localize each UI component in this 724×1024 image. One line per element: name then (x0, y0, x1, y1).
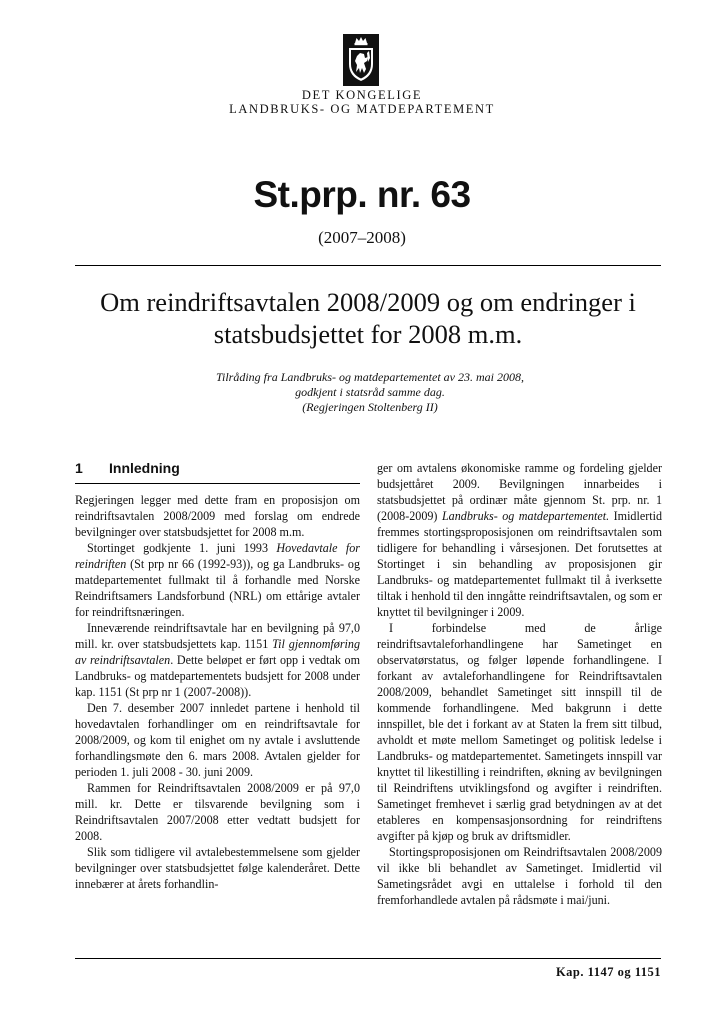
divider-bottom (75, 958, 661, 959)
paragraph: Stortingsproposisjonen om Reindriftsavtalen 2008/2009 vil ikke bli behandlet av Sametinget. Imidlertid vil Sametingsrådet avgi en uttalelse i forhold til den fremforhandlede avtalen på rådsmøte i mai/juni. (377, 845, 662, 907)
paragraph: Regjeringen legger med dette fram en proposisjon om reindriftsavtalen 2008/2009 med forslag om endrede bevilgninger over statsbudsjettet for 2008 m.m. (75, 493, 360, 539)
paragraph-emphasis: Til gjennomføring av reindriftsavtalen (75, 637, 360, 667)
paragraph (377, 460, 662, 620)
paragraph-text: Stortinget godkjente 1. juni 1993 (87, 541, 277, 555)
paragraph: I forbindelse med de årlige reindriftsavtaleforhandlingene har Sametinget en observatørstatus, og følger løpende forhandlingene. I forkant av avtaleforhandlingene for Reindriftsavtalen 2008/2009, behandlet Sametinget sitt innspill til de kommende forhandlingene. Med bakgrunn i dette innspillet, ble det i forkant av at Staten la frem sitt tilbud, avholdt et møte mellom Sametinget og politisk ledelse i Landbruks- og matdepartementet. Sametingets innspill var knyttet til likestilling i reindriften, økning av bevilgningen til Reindriftens utviklingsfond og avgifter i reindriften. Sametinget fremhevet i særlig grad betydningen av at det etableres en kompensasjonsordning for reindriftens avgifter på kjøp og bruk av driftsmidler. (377, 621, 662, 843)
paragraph-text: . Dette beløpet er ført opp i vedtak om Landbruks- og matdepartementets budsjett for 2008 under kap. 1151 (St prp nr 1 (2007-2008)). (75, 653, 360, 699)
paragraph-text: Inneværende reindriftsavtale har en bevilgning på 97,0 mill. kr. over statsbudsjettets kap. 1151 (75, 621, 360, 651)
paragraph (75, 844, 360, 892)
section-number: 1 (75, 460, 83, 476)
paragraph-text: Slik som tidligere vil avtalebestemmelsene som gjelder bevilgninger over statsbudsjettet følge kalenderåret. Dette innebærer at årets forhandlin- (75, 845, 360, 891)
department-line-1: DET KONGELIGE (301, 88, 423, 102)
department-name (0, 88, 724, 116)
section-heading (75, 460, 360, 484)
department-line-2: LANDBRUKS- OG MATDEPARTEMENT (229, 102, 495, 116)
paragraph (75, 540, 360, 620)
section-title: Innledning (109, 460, 180, 476)
recommendation-line-2: godkjent i statsråd samme dag. (295, 385, 445, 399)
text-column-left (75, 460, 360, 892)
divider-top (75, 265, 661, 266)
recommendation-line-3: (Regjeringen Stoltenberg II) (302, 400, 438, 414)
document-heading: Om reindriftsavtalen 2008/2009 og om endringer i statsbudsjettet for 2008 m.m. (100, 287, 636, 349)
text-column-right (377, 460, 662, 908)
paragraph-text: ger om avtalens økonomiske ramme og fordeling gjelder budsjettåret 2009. Bevilgningen innarbeides i statsbudsjettet på ordinær måte gjennom St. prp. nr. 1 (2008-2009) (377, 461, 662, 523)
paragraph-text: Imidlertid fremmes stortingsproposisjonen om reindriftsavtalen som tidligere for behandling i vårsesjonen. Det forutsettes at Stortinget i sin behandling av proposisjonen gir Landbruks- og matdepartementet fullmakt til å iverksette tiltak i henhold til den inngåtte reindriftsavtalen, og som er knyttet til bevilgninger i 2009. (377, 509, 662, 619)
paragraph: Den 7. desember 2007 innledet partene i henhold til hovedavtalen forhandlinger om en reindriftsavtale for 2008/2009, og kom til enighet om ny avtale i avsluttende forhandlingsmøte den 6. mars 2008. Avtalen gjelder for perioden 1. juli 2008 - 30. juni 2009. (75, 701, 360, 779)
paragraph-emphasis: Hovedavtale for reindriften (75, 541, 360, 571)
chapter-reference: Kap. 1147 og 1151 (555, 965, 661, 979)
paragraph-emphasis: Landbruks- og matdepartementet. (441, 509, 610, 523)
coat-of-arms-logo (343, 34, 379, 86)
paragraph (75, 620, 360, 700)
paragraph: Rammen for Reindriftsavtalen 2008/2009 er på 97,0 mill. kr. Dette er tilsvarende bevilgning som i Reindriftsavtalen 2007/2008 etter vedtatt budsjett for 2008. (75, 781, 360, 843)
paragraph-text: (St prp nr 66 (1992-93)), og ga Landbruks- og matdepartementet fullmakt til å forhandle med Norske Reindriftsamers Landsforbund (NRL) om ettårige avtaler for reindriftsnæringen. (75, 557, 360, 619)
session-year: (2007–2008) (318, 228, 406, 247)
document-title: St.prp. nr. 63 (253, 174, 471, 215)
recommendation-block (150, 370, 590, 415)
recommendation-line-1: Tilråding fra Landbruks- og matdepartementet av 23. mai 2008, (216, 370, 524, 384)
